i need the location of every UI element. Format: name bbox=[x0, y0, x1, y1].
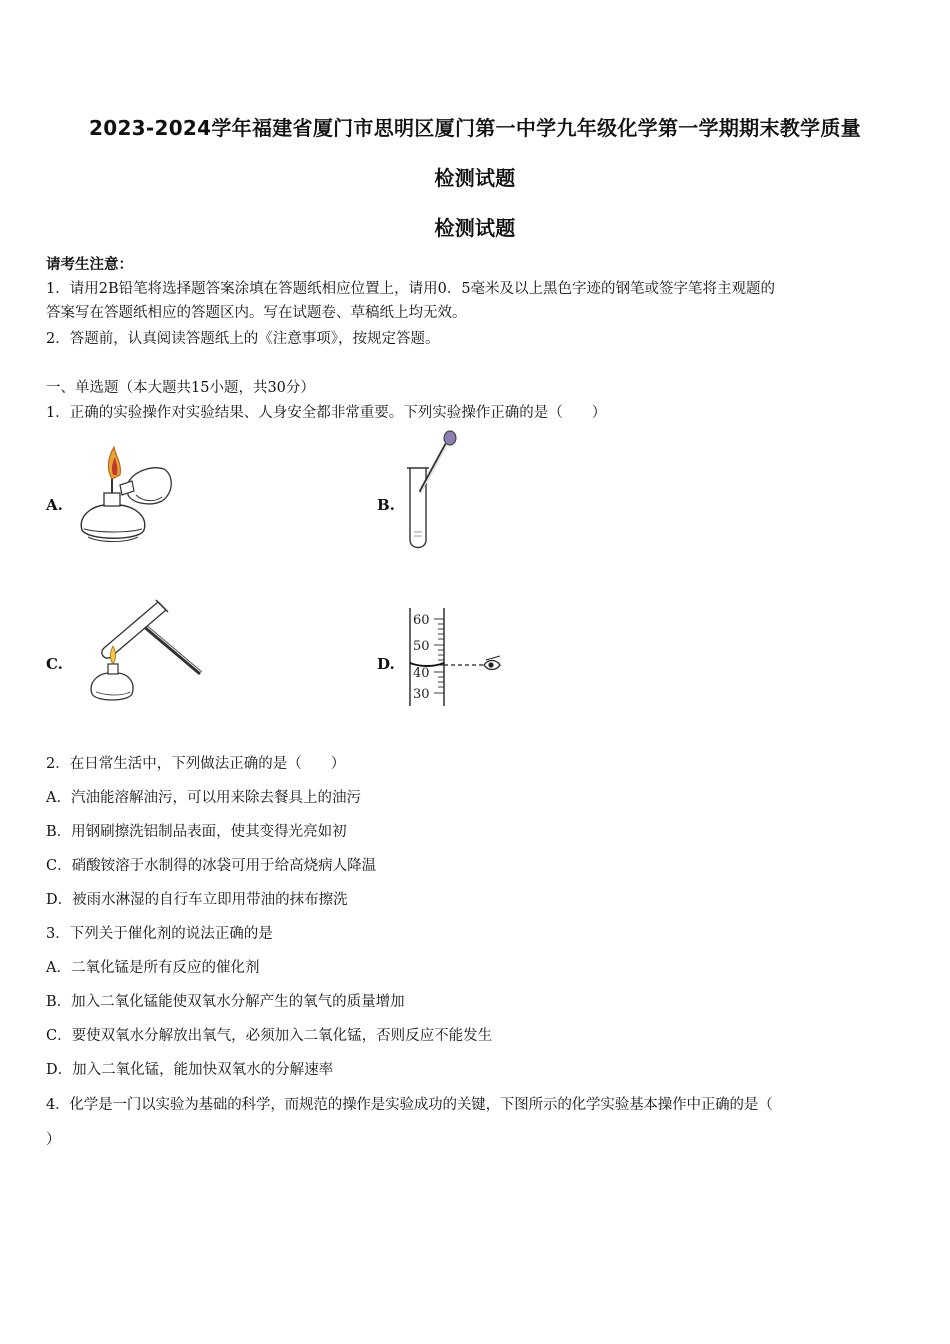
q2-option-a: A．汽油能溶解油污，可以用来除去餐具上的油污 bbox=[46, 790, 361, 806]
page-title-line2: 检测试题 bbox=[434, 166, 516, 190]
question-4-stem: 4．化学是一门以实验为基础的科学，而规范的操作是实验成功的关键，下图所示的化学实验基本操作中正确的是（ bbox=[46, 1097, 773, 1113]
notice-item2: 2．答题前，认真阅读答题纸上的《注意事项》，按规定答题。 bbox=[46, 331, 440, 347]
q3-option-d: D．加入二氧化锰，能加快双氧水的分解速率 bbox=[46, 1062, 334, 1078]
question-1-stem: 1．正确的实验操作对实验结果、人身安全都非常重要。下列实验操作正确的是（ ） bbox=[46, 405, 607, 421]
question-3-stem: 3．下列关于催化剂的说法正确的是 bbox=[46, 926, 273, 942]
q2-option-c: C．硝酸铵溶于水制得的冰袋可用于给高烧病人降温 bbox=[46, 858, 377, 874]
q1-option-b-label: B. bbox=[377, 496, 395, 514]
notice-item1-line1: 1．请用2B铅笔将选择题答案涂填在答题纸相应位置上，请用0．5毫米及以上黑色字迹的钢笔或签字笔将主观题的 bbox=[46, 281, 776, 297]
cylinder-tick-40: 40 bbox=[413, 666, 430, 681]
graduated-cylinder-reading-figure bbox=[398, 606, 508, 708]
q2-option-d: D．被雨水淋湿的自行车立即用带油的抹布擦洗 bbox=[46, 892, 348, 908]
q1-option-c-label: C. bbox=[46, 655, 63, 673]
q2-option-b: B．用钢刷擦洗铝制品表面，使其变得光亮如初 bbox=[46, 824, 347, 840]
heating-test-tube-figure bbox=[86, 594, 208, 706]
question-2-stem: 2．在日常生活中，下列做法正确的是（ ） bbox=[46, 756, 346, 772]
cylinder-tick-50: 50 bbox=[413, 639, 430, 654]
q3-option-c: C．要使双氧水分解放出氧气，必须加入二氧化锰，否则反应不能发生 bbox=[46, 1028, 493, 1044]
dropper-test-tube-figure bbox=[400, 428, 470, 554]
section-heading: 一、单选题（本大题共15小题，共30分） bbox=[46, 380, 315, 396]
question-4-stem-cont: ） bbox=[46, 1132, 61, 1148]
cylinder-tick-60: 60 bbox=[413, 613, 430, 628]
q1-option-a-label: A. bbox=[46, 496, 63, 514]
q3-option-a: A．二氧化锰是所有反应的催化剂 bbox=[46, 960, 260, 976]
cylinder-tick-30: 30 bbox=[413, 687, 430, 702]
q1-option-d-label: D. bbox=[377, 655, 395, 673]
page-subtitle: 检测试题 bbox=[434, 216, 516, 240]
notice-item1-line2: 答案写在答题纸相应的答题区内。写在试题卷、草稿纸上均无效。 bbox=[46, 305, 467, 321]
q3-option-b: B．加入二氧化锰能使双氧水分解产生的氧气的质量增加 bbox=[46, 994, 405, 1010]
page-title-line1: 2023-2024学年福建省厦门市思明区厦门第一中学九年级化学第一学期期末教学质量 bbox=[89, 116, 861, 140]
alcohol-lamp-lighting-figure bbox=[70, 445, 182, 553]
notice-heading: 请考生注意： bbox=[46, 256, 133, 273]
